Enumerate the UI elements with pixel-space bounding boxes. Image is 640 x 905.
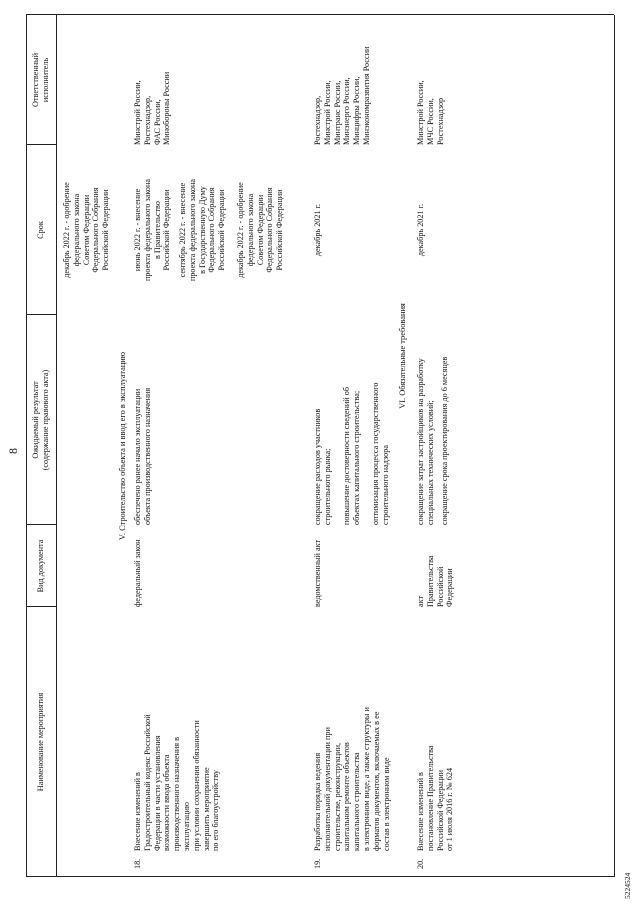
row-deadline: декабрь 2022 г. - одобрение федерального закона Советом Федерации Федерального Собрания Российской Федерации: [236, 182, 285, 278]
row-number: 20.: [416, 858, 425, 869]
header-responsible: Ответственный исполнитель: [31, 53, 50, 107]
row-deadline: июнь 2022 г. - внесение проекта федерального закона в Правительство Российской Федерации: [133, 178, 172, 282]
header-deadline: Срок: [36, 221, 45, 239]
row-doc-type: федеральный закон: [133, 539, 142, 607]
row-deadline: декабрь 2021 г.: [416, 203, 425, 257]
row-responsible: Ростехнадзор, Минстрой России, Минтранс России, Минэнерго России, Минцифры России, Минэкономразвития России: [313, 46, 371, 145]
table-rule: [26, 876, 614, 877]
table-rule: [614, 15, 615, 877]
row-responsible: Минстрой России, МЧС России, Ростехнадзор: [416, 80, 445, 145]
row-number: 18.: [133, 858, 142, 869]
row-result: повышение достоверности сведений об объектах капитального строительства;: [342, 387, 361, 525]
row-doc-type: ведомственный акт: [313, 539, 322, 607]
row-number: 19.: [313, 858, 322, 869]
row-name: Внесение изменений в постановление Правительства Российской Федерации от 1 июля 2016 г. № 624: [416, 745, 455, 851]
row-deadline: сентябрь 2022 г. - внесение проекта федерального закона в Государственную Думу Федерального Собрания Российской Федерации: [178, 178, 227, 282]
row-result: сокращение срока проектирования до 6 месяцев: [440, 356, 449, 525]
row-name: Разработка порядка ведения исполнительной документации при строительстве, реконструкции, капитальном ремонте объектов капитального строительства в электронном виде, а также структуры и форматов документов, включаемых в ее состав в электронном виде: [313, 707, 391, 851]
action-plan-table: [26, 15, 616, 877]
header-doc-type: Вид документа: [36, 539, 45, 593]
section-heading: VI. Обязательные требования: [398, 303, 407, 409]
row-deadline: декабрь 2021 г.: [313, 203, 322, 257]
row-responsible: Минстрой России, Ростехнадзор, ФАС России, Минобороны России: [133, 71, 172, 145]
footer-code: 5224524: [623, 872, 632, 899]
row-result: сокращение затрат застройщиков на разработку специальных технических условий;: [416, 358, 435, 525]
section-heading: V. Строительство объекта и ввод его в эксплуатацию: [118, 351, 127, 541]
header-name: Наименование мероприятия: [36, 692, 45, 792]
table-rule: [56, 15, 57, 877]
row-result: сокращение расходов участников строительного рынка;: [313, 408, 332, 525]
prev-row-deadline: декабрь 2022 г. - одобрение федерального закона Советом Федерации Федерального Собрания Российской Федерации: [62, 182, 111, 278]
page-number: 8: [6, 448, 20, 454]
header-result: Ожидаемый результат (содержание правового акта): [31, 369, 50, 471]
row-result: оптимизация процесса государственного строительного надзора: [371, 382, 390, 525]
row-name: Внесение изменений в Градостроительный кодекс Российской Федерации в части установления возможности ввода объекта производственного назначения в эксплуатацию при условии сохранения обязанности завершить мероприятие по его благоустройству: [133, 714, 221, 851]
row-result: обеспечено ранее начало эксплуатации объекта производственного назначения: [133, 387, 152, 525]
row-doc-type: акт Правительства Российской Федерации: [416, 555, 455, 607]
